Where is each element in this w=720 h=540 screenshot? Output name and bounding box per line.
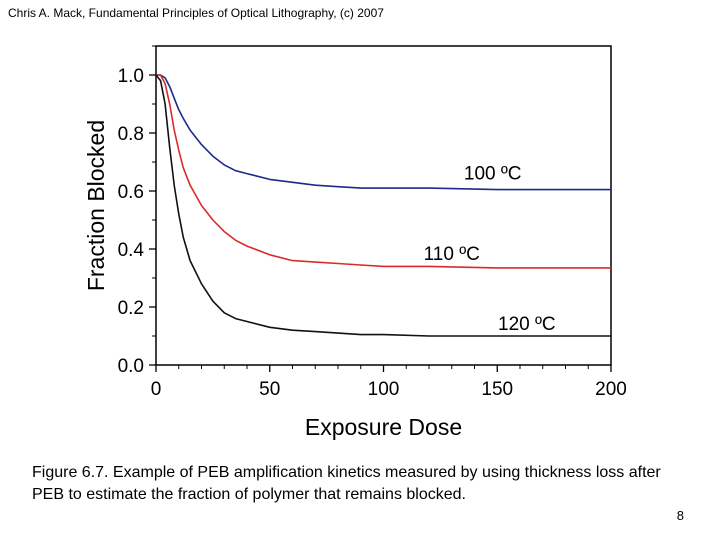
y-tick-label: 0.4 bbox=[117, 240, 144, 261]
x-tick-label: 0 bbox=[150, 379, 162, 400]
series-label: 120 ºC bbox=[498, 314, 556, 335]
page-number: 8 bbox=[676, 508, 684, 523]
y-tick-label: 0.2 bbox=[117, 298, 144, 319]
y-tick-label: 1.0 bbox=[117, 66, 144, 87]
y-tick-label: 0.8 bbox=[117, 124, 144, 145]
series-label: 110 ºC bbox=[423, 243, 480, 265]
y-tick-label: 0.6 bbox=[117, 182, 144, 203]
series-line-2 bbox=[156, 75, 611, 268]
figure-caption: Figure 6.7. Example of PEB amplification kinetics measured by using thickness loss after PEB to estimate the fraction of polymer that remains blocked. bbox=[32, 464, 661, 503]
x-tick-label: 100 bbox=[367, 379, 400, 400]
series-line-3 bbox=[156, 75, 611, 336]
x-tick-label: 200 bbox=[595, 379, 627, 400]
x-axis-label: Exposure Dose bbox=[304, 414, 463, 440]
page-header: Chris A. Mack, Fundamental Principles of Optical Lithography, (c) 2007 bbox=[8, 6, 384, 20]
x-tick-label: 150 bbox=[481, 379, 514, 400]
y-tick-label: 0.0 bbox=[117, 356, 144, 377]
series-line-1 bbox=[156, 75, 611, 190]
y-axis-label: Fraction Blocked bbox=[83, 119, 109, 292]
series-label: 100 ºC bbox=[463, 163, 522, 185]
x-tick-label: 50 bbox=[259, 379, 281, 400]
